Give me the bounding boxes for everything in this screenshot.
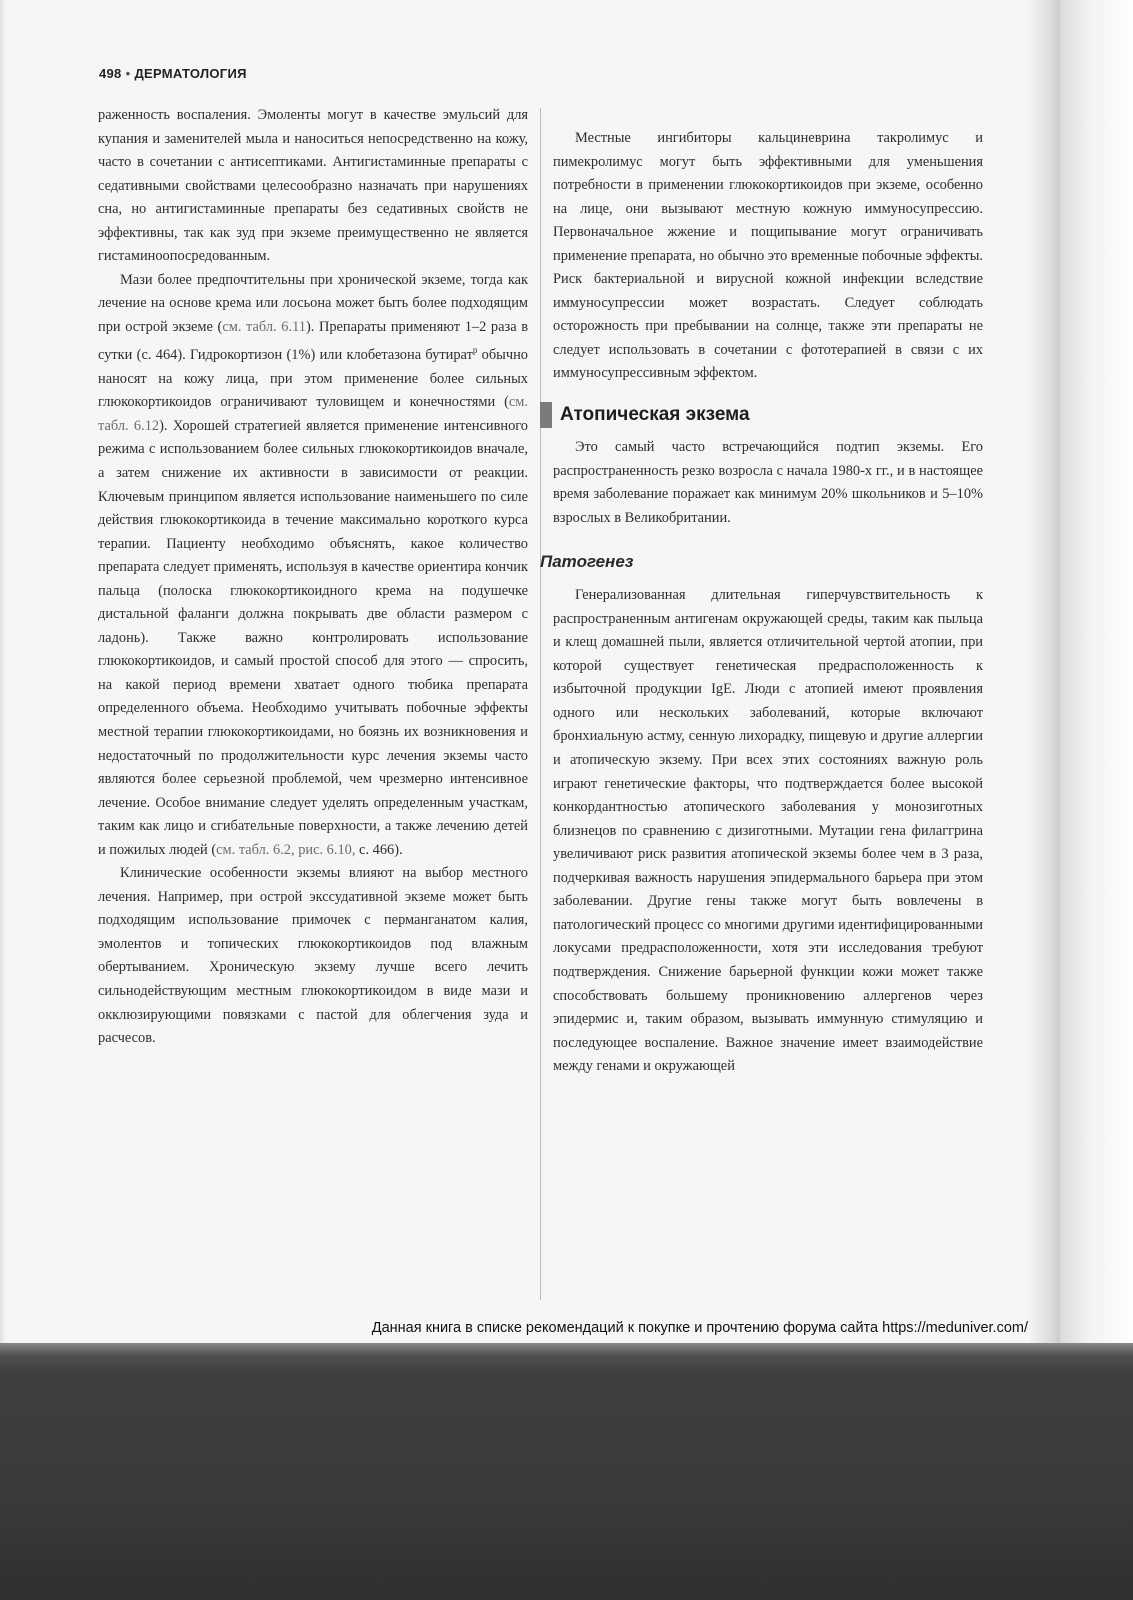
header-bullet: • xyxy=(125,66,131,81)
heading-bar-icon xyxy=(540,402,552,428)
left-p2-text-e: с. 466). xyxy=(355,841,403,858)
left-p2-text-d: ). Хорошей стратегией является применение интенсивного режима с использованием более сильных глюкокортикоидов вначале, а затем снижение их активности в зависимости от реакции. Ключевым принципом является использование наименьшего по силе действия глюкокортикоида в течение максимально короткого курса терапии. Пациенту необходимо объяснять, какое количество препарата следует применять, используя в качестве ориентира кончик пальца (полоска глюкокортикоидного крема на подушечке дистальной фаланги должна покрывать две области размером с ладонь). Также важно контролировать использование глюкокортикоидов, и самый простой способ для этого — спросить, на какой период времени хватает одного тюбика препарата определенного объема. Необходимо учитывать побочные эффекты местной терапии глюкокортикоидами, но боязнь их возникновения и недостаточный по продолжительности курс лечения экземы часто являются более серьезной проблемой, чем чрезмерно интенсивное лечение. Особое внимание следует уделять определенным участкам, таким как лицо и сгибательные поверхности, а также лечению детей и пожилых людей ( xyxy=(98,417,528,858)
left-paragraph-3: Клинические особенности экземы влияют на выбор местного лечения. Например, при острой экссудативной экземе может быть подходящим использование примочек с перманганатом калия, эмолентов и топических глюкокортикоидов под влажным обертыванием. Хроническую экзему лучше всего лечить сильнодействующим местным глюкокортикоидом в виде мази и окклюзирующими повязками с пастой для облегчения зуда и расчесов. xyxy=(98,865,528,1047)
table-reference-6-2: см. табл. 6.2, рис. 6.10, xyxy=(216,841,356,858)
left-paragraph-1: раженность воспаления. Эмоленты могут в качестве эмульсий для купания и заменителей мыла и наноситься непосредственно на кожу, часто в сочетании с антисептиками. Антигистаминные препараты с седативными свойствами целесообразно назначать при нарушениях сна, но антигистаминные препараты без седативных свойств не эффективны, так как зуд при экземе преимущественно не является гистаминоопосредованным. xyxy=(98,107,528,265)
scanner-right-margin xyxy=(1060,0,1133,1372)
section-heading-text: Атопическая экзема xyxy=(560,404,750,426)
left-p2-text-a: Мази более предпочтительны при хронической экземе, тогда как лечение на основе крема или лосьона может быть более подходящим при острой экземе ( xyxy=(98,271,528,335)
left-p2-text-b: ). Препараты применяют 1–2 раза в сутки (с. 464). Гидрокортизон (1%) или клобетазона бутират xyxy=(98,318,529,364)
scanner-bed-lip xyxy=(0,1343,1133,1357)
table-reference-6-11: см. табл. 6.11 xyxy=(222,318,306,335)
left-paragraph-2 xyxy=(98,269,528,862)
watermark-note: Данная книга в списке рекомендаций к покупке и прочтению форума сайта https://meduniver.com/ xyxy=(371,1320,1028,1336)
scanner-bed-band xyxy=(0,1343,1133,1600)
left-p2-text-c: обычно наносят на кожу лица, при этом применение более сильных глюкокортикоидов ограничивают туловищем и конечностями ( xyxy=(98,347,528,411)
prescription-mark: р xyxy=(472,345,478,356)
section-title: ДЕРМАТОЛОГИЯ xyxy=(134,66,247,81)
right-column xyxy=(540,127,983,1079)
page-left-shadow xyxy=(0,0,6,1343)
column-divider xyxy=(540,108,541,1300)
running-head xyxy=(99,66,247,81)
right-paragraph-2: Это самый часто встречающийся подтип экземы. Его распространенность резко возросла с начала 1980-х гг., и в настоящее время заболевание поражает как минимум 20% школьников и 5–10% взрослых в Великобритании. xyxy=(553,439,983,526)
table-reference-6-12: см. табл. 6.12 xyxy=(98,394,528,434)
right-paragraph-1: Местные ингибиторы кальциневрина такролимус и пимекролимус могут быть эффективными для уменьшения потребности в применении глюкокортикоидов при экземе, особенно на лице, они вызывают местную кожную иммуносупрессию. Первоначальное жжение и пощипывание могут ограничивать применение препарата, но обычно это временные побочные эффекты. Риск бактериальной и вирусной кожной инфекции вследствие иммуносупрессии может возрастать. Следует соблюдать осторожность при пребывании на солнце, также эти препараты не следует использовать в сочетании с фототерапией в связи с их иммуносупрессивным эффектом. xyxy=(553,130,983,382)
page-number: 498 xyxy=(99,66,122,81)
left-column xyxy=(98,104,528,1051)
section-heading xyxy=(540,402,983,428)
subsection-heading: Патогенез xyxy=(540,552,634,572)
right-paragraph-3: Генерализованная длительная гиперчувствительность к распространенным антигенам окружающей среды, таким как пыльца и клещ домашней пыли, является отличительной чертой атопии, при которой существует генетическая предрасположенность к избыточной продукции IgE. Люди с атопией имеют проявления одного или нескольких заболеваний, которые включают бронхиальную астму, сенную лихорадку, пищевую и другие аллергии и атопическую экзему. При всех этих состояниях важную роль играют генетические факторы, что подтверждается более высокой конкордантностью атопического заболевания у монозиготных близнецов по сравнению с дизиготными. Мутации гена филаггрина увеличивают риск развития атопической экземы более чем в 3 раза, подчеркивая важность нарушения эпидермального барьера при этом заболевании. Другие гены также могут быть вовлечены в патологический процесс со многими другими идентифицированными локусами предрасположенности, хотя эти исследования требуют подтверждения. Снижение барьерной функции кожи может также способствовать большему проникновению аллергенов через эпидермис и, таким образом, вызывать иммунную стимуляцию и последующее воспаление. Важное значение имеет взаимодействие между генами и окружающей xyxy=(553,587,983,1075)
